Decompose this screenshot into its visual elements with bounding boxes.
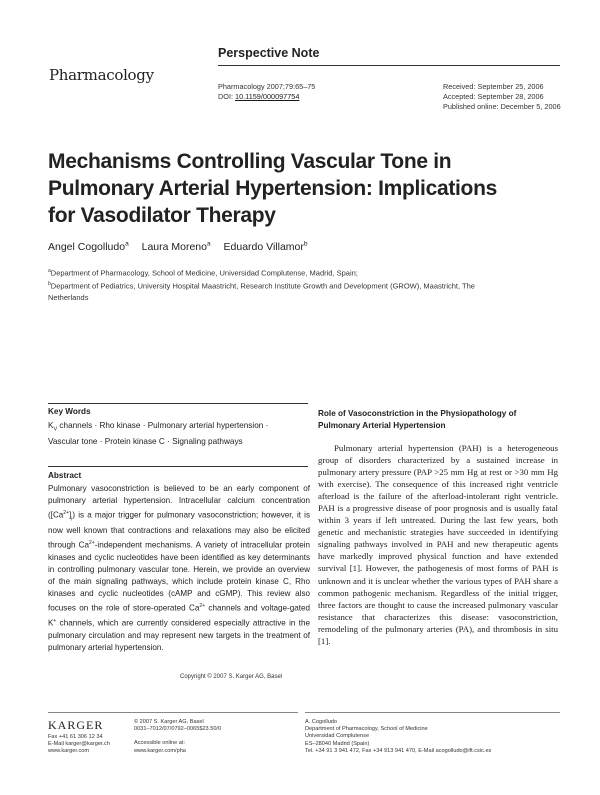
keyword-k-sub: V [53, 426, 58, 433]
abstract-run: channels and voltage-gated K [48, 604, 310, 628]
citation: Pharmacology 2007;79:65–75 [218, 82, 316, 91]
article-title: Mechanisms Controlling Vascular Tone in Pulmonary Arterial Hypertension: Implications for Vasodilator Therapy [48, 150, 497, 227]
author-affil-mark: a [206, 240, 211, 247]
abstract-sup: 2+ [89, 540, 95, 547]
abstract-sup: + [53, 618, 57, 625]
abstract-sup: 2+ [63, 510, 69, 517]
abstract-heading: Abstract [48, 471, 82, 480]
copyright-notice: Copyright © 2007 S. Karger AG, Basel [180, 674, 283, 680]
journal-name: Pharmacology [49, 66, 154, 84]
abstract-sup: 2+ [199, 603, 206, 610]
corr-city: ES–28040 Madrid (Spain) [305, 740, 370, 747]
affiliation-mark: a [48, 268, 51, 274]
issn: 0031–7012/07/0792–0065$23.50/0 [134, 726, 222, 733]
publisher-logo: KARGER [48, 718, 104, 732]
corr-univ: Universidad Complutense [305, 733, 370, 740]
affiliation-text: Department of Pharmacology, School of Medicine, Universidad Complutense, Madrid, Spain; [50, 268, 358, 278]
fax: Fax +41 61 306 12 34 [48, 734, 103, 740]
abstract-rule [48, 466, 308, 467]
author-name: Laura Moreno [141, 240, 207, 253]
affiliation [48, 279, 478, 304]
author-name: Angel Cogolludo [48, 240, 126, 253]
keyword-k: K [48, 421, 54, 430]
abstract-run: -independent mechanisms. A variety of intracellular protein kinases and cyclic nucleotides have been identified as key determinants in controlling pulmonary vascular tone. Herein, we provide an overview of the main signaling pathways, which include protein kinase C, Rho kinases and cyclic nucleotides (cAMP and cGMP). This review also focuses on the role of store-operated Ca [48, 541, 311, 614]
keywords-line [48, 420, 308, 436]
section-body: Pulmonary arterial hypertension (PAH) is a heterogeneous group of disorders characterized by a sustained increase in pulmonary artery pressure (PAP >25 mm Hg at rest or >30 mm Hg with exercise). The consequence of this increased right ventricle afterload is the failure of the afterload-intolerant right ventricle. PAH is a progressive disease of poor prognosis and is usually fatal within 3 years if left untreated. During the last few years, both genetic and mechanistic strategies have succeeded in identifying signaling pathways involved in PAH and new therapeutic agents have markedly improved physical function and have extended survival [1]. However, the pathogenesis of most forms of PAH is unknown and it is unclear whether the various types of PAH share a common pathogenic mechanism. Regardless of the initial trigger, three factors are thought to cause the increased pulmonary vascular resistance that characterizes this disease: vasoconstriction, remodeling of the pulmonary arteries (PA), and thrombosis in situ [1]. [318, 443, 558, 646]
doi-link[interactable]: 10.1159/000097754 [235, 92, 300, 101]
online-link[interactable]: www.karger.com/pha [134, 747, 186, 754]
affiliations [48, 266, 478, 304]
citation-block [218, 82, 315, 102]
corr-name: A. Cogolludo [305, 719, 338, 725]
spacer [134, 733, 221, 740]
affiliation-mark: b [48, 281, 51, 287]
doi-label: DOI: [218, 92, 236, 101]
keywords-text: channels · Rho kinase · Pulmonary arterial hypertension · [57, 421, 269, 430]
abstract-run: ] [69, 510, 72, 520]
article-type-label: Perspective Note [218, 46, 320, 60]
author [224, 241, 308, 253]
abstract-run: ) is a major trigger for pulmonary vasoconstriction; however, it is now well known that contractions and relaxations may also be elicited through Ca [48, 510, 310, 551]
footer-rule-right [305, 712, 560, 713]
author-name: Eduardo Villamor [223, 240, 304, 253]
affiliation [48, 266, 478, 279]
copyright-small: © 2007 S. Karger AG, Basel [134, 719, 204, 725]
keywords-list [48, 420, 308, 448]
abstract-run: Pulmonary vasoconstriction is believed to be an early component of pulmonary arterial hypertension. Intracellular calcium concentration ([Ca [48, 484, 310, 520]
correspondence [305, 719, 491, 755]
header-rule [218, 65, 560, 66]
published-date: Published online: December 5, 2006 [443, 102, 561, 111]
abstract-text [48, 483, 310, 654]
abstract-sub: i [71, 516, 73, 523]
corr-dept: Department of Pharmacology, School of Medicine [305, 726, 428, 733]
accepted-date: Accepted: September 28, 2006 [443, 92, 544, 101]
publisher-contact [48, 734, 110, 756]
email-link[interactable]: E-Mail karger@karger.ch [48, 741, 110, 748]
keywords-line: Vascular tone · Protein kinase C · Signaling pathways [48, 437, 243, 447]
corr-contact: Tel. +34 91 3 941 472, Fax +34 913 941 470, E-Mail acogolludo@ift.csic.es [305, 747, 492, 754]
keywords-heading: Key Words [48, 407, 91, 416]
online-label: Accessible online at: [134, 740, 185, 747]
dates-block [443, 82, 561, 112]
keywords-rule [48, 403, 308, 404]
abstract-run: channels, which are currently considered especially attractive in the pulmonary circulation and may represent new targets in the treatment of pulmonary arterial hypertension. [48, 618, 310, 652]
received-date: Received: September 25, 2006 [443, 82, 544, 91]
web-link[interactable]: www.karger.com [48, 748, 90, 755]
author [142, 241, 211, 253]
affiliation-text: Department of Pediatrics, University Hospital Maastricht, Research Institute Growth and Development (GROW), Maastricht, The Netherlands [48, 281, 475, 302]
author-affil-mark: b [303, 240, 308, 247]
section-heading: Role of Vasoconstriction in the Physiopathology of Pulmonary Arterial Hypertension [318, 409, 517, 430]
author-list [48, 240, 318, 253]
doi-line [218, 92, 315, 102]
footer-rule-left [48, 712, 298, 713]
publication-info [134, 719, 221, 755]
author-affil-mark: a [125, 240, 129, 247]
author [48, 241, 129, 253]
